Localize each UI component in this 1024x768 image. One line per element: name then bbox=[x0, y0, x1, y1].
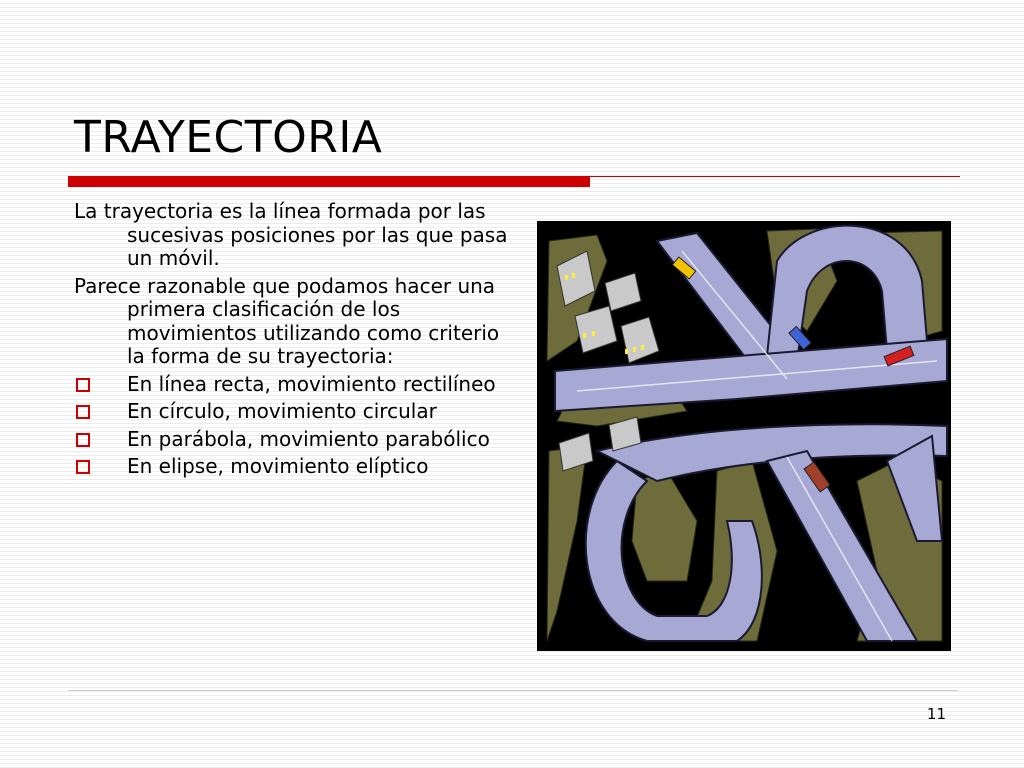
square-bullet-icon bbox=[76, 405, 90, 419]
footer-divider bbox=[68, 690, 958, 691]
bullet-item bbox=[74, 428, 514, 452]
paragraph-definition: La trayectoria es la línea formada por las sucesivas posiciones por las que pasa un móvil. bbox=[74, 199, 508, 270]
square-bullet-icon bbox=[76, 460, 90, 474]
bullet-text: En círculo, movimiento circular bbox=[127, 399, 437, 423]
bullet-text: En elipse, movimiento elíptico bbox=[127, 454, 429, 478]
square-bullet-icon bbox=[76, 433, 90, 447]
bullet-text: En parábola, movimiento parabólico bbox=[127, 426, 490, 451]
bullet-item bbox=[74, 400, 514, 424]
slide-body bbox=[74, 200, 514, 483]
bullet-item bbox=[74, 373, 514, 397]
title-underline-bar bbox=[68, 176, 590, 187]
square-bullet-icon bbox=[76, 378, 90, 392]
page-number: 11 bbox=[926, 705, 946, 723]
slide-title: TRAYECTORIA bbox=[74, 112, 383, 163]
bullet-text: En línea recta, movimiento rectilíneo bbox=[127, 371, 496, 396]
highway-interchange-illustration bbox=[537, 221, 951, 651]
title-underline-thin bbox=[590, 176, 960, 177]
paragraph-classification: Parece razonable que podamos hacer una primera clasificación de los movimientos utilizando como criterio la forma de su trayectoria: bbox=[74, 273, 500, 368]
bullet-item bbox=[74, 455, 514, 479]
